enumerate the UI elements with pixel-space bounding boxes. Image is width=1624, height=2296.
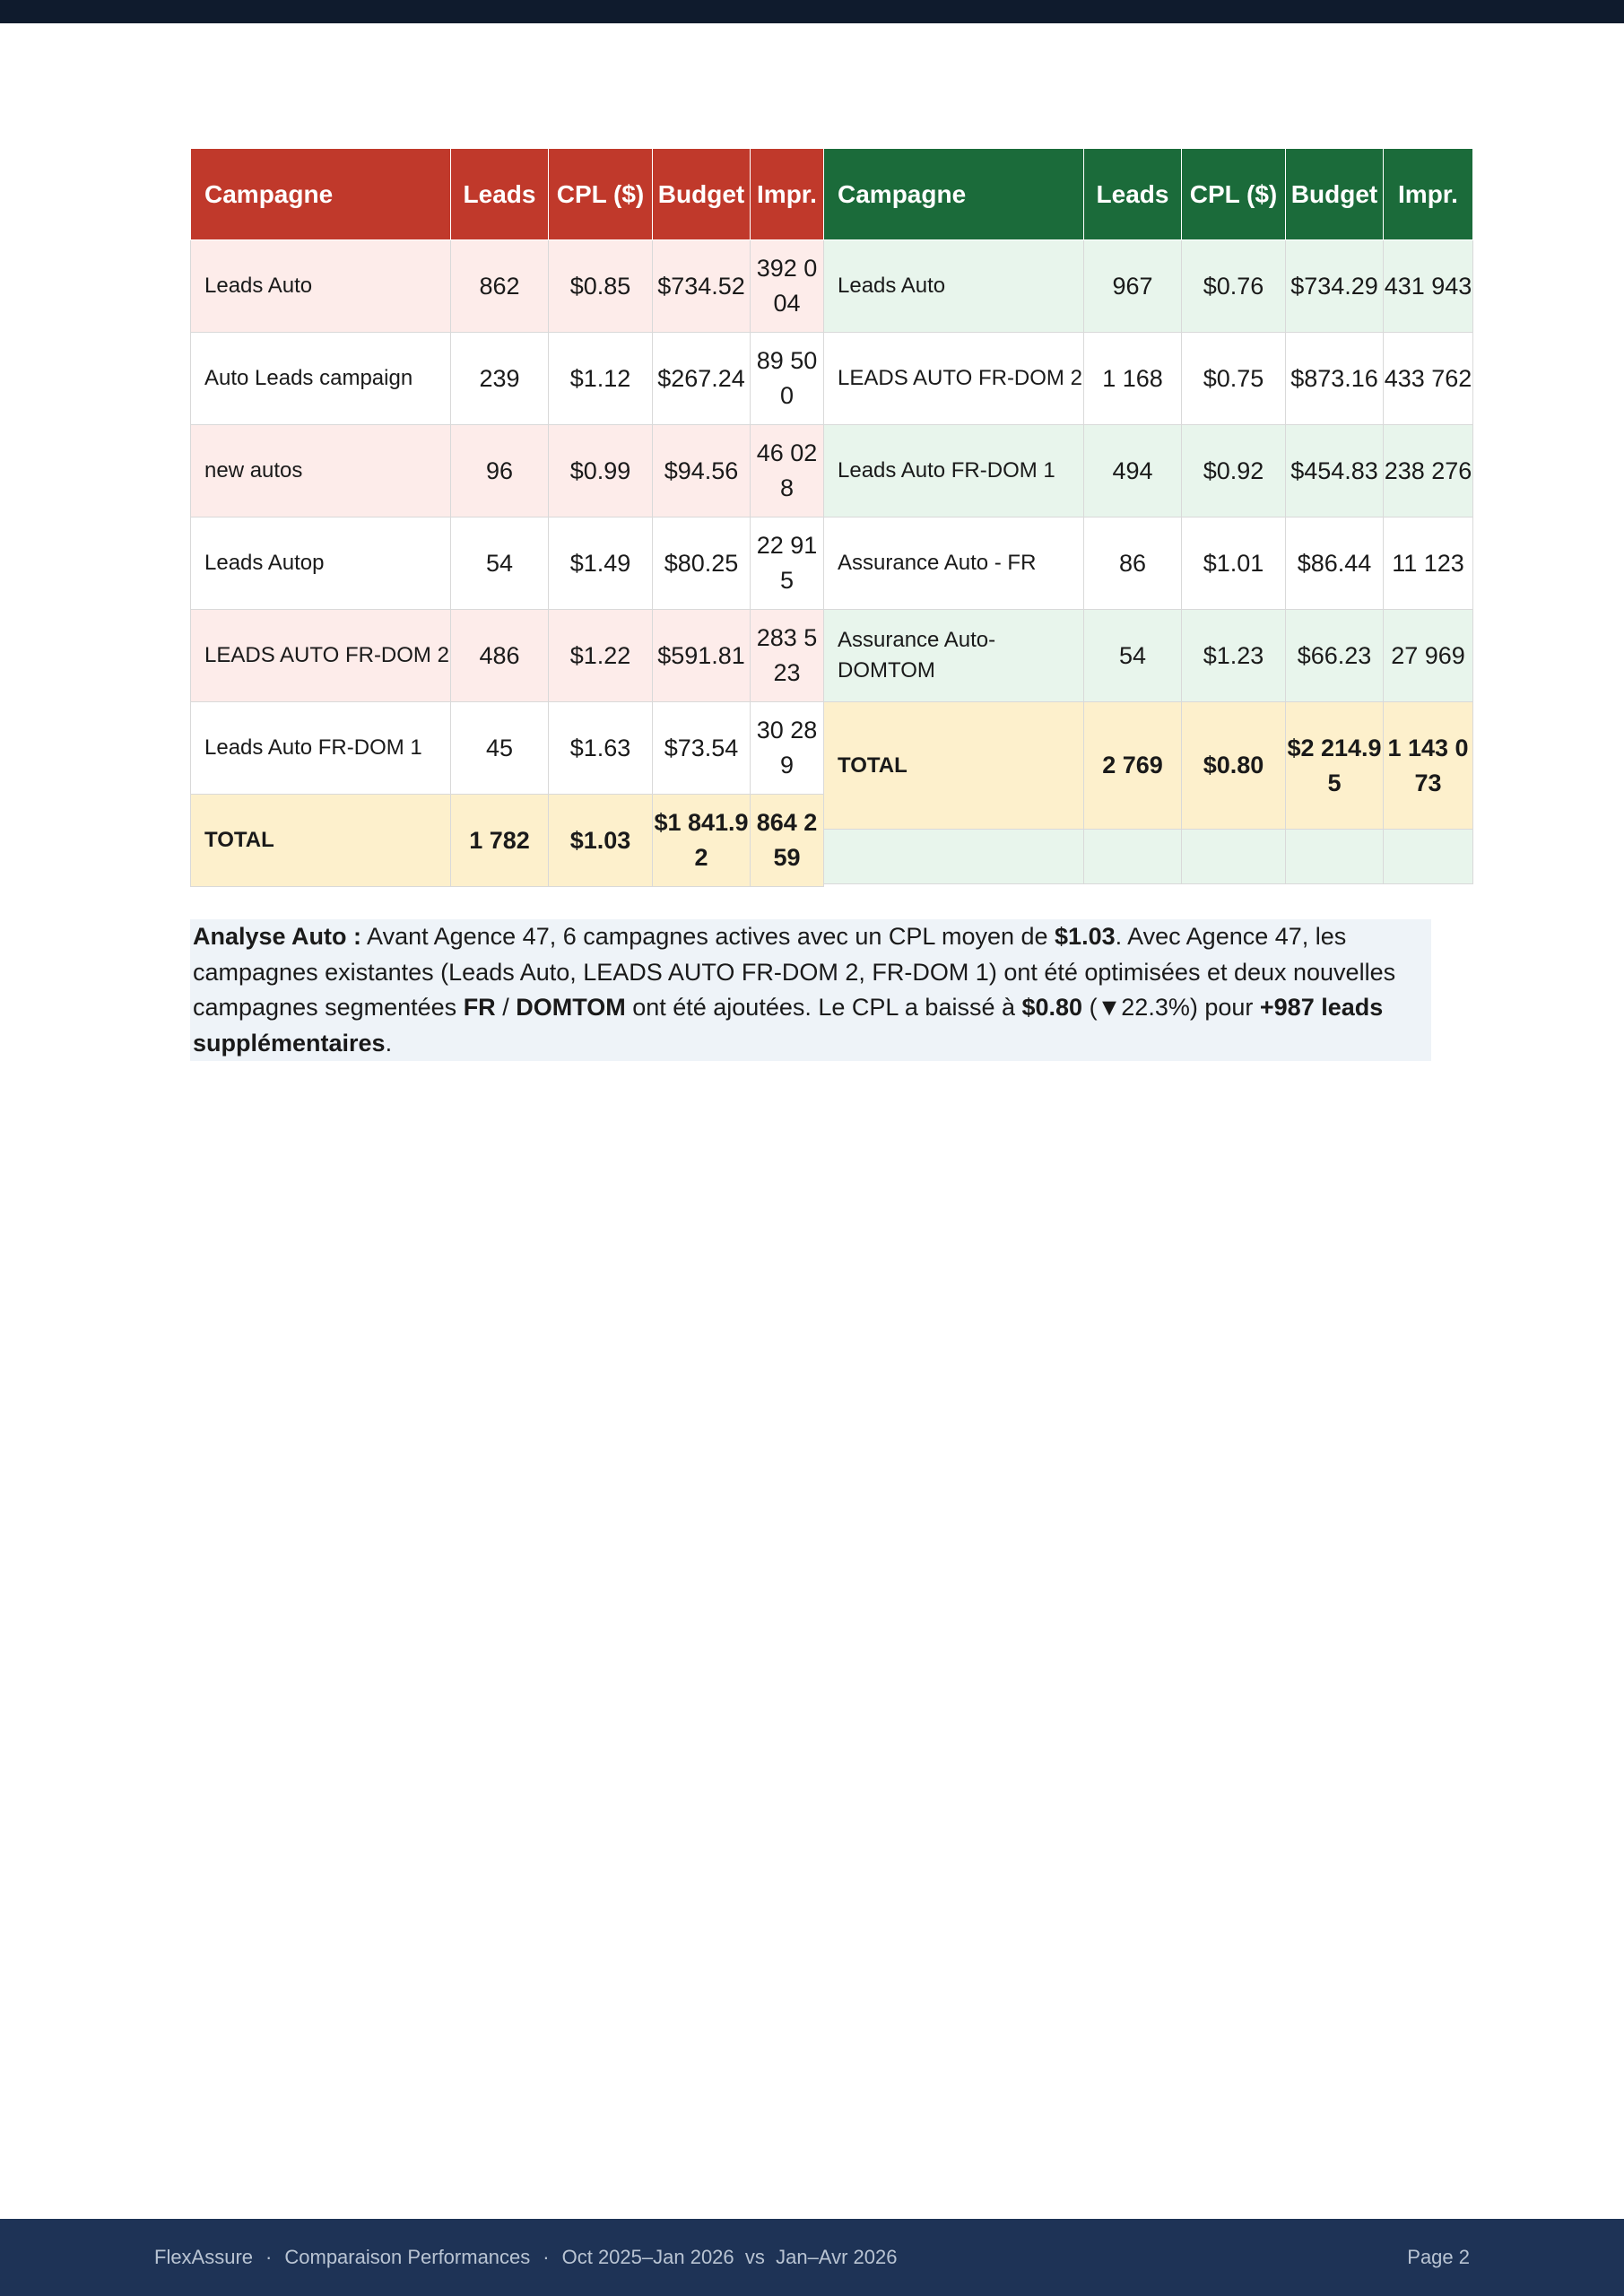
budget-value: $591.81 — [653, 610, 751, 702]
budget-value: $734.52 — [653, 240, 751, 333]
analysis-highlight: $0.80 — [1021, 994, 1083, 1021]
analysis-highlight: $1.03 — [1055, 923, 1116, 950]
empty-cell — [1182, 830, 1286, 884]
budget-value: $454.83 — [1286, 425, 1384, 517]
impressions-value: 27 969 — [1384, 610, 1473, 702]
table-row — [191, 240, 824, 333]
after-campaign-table — [823, 148, 1473, 884]
empty-row — [824, 830, 1473, 884]
analysis-text: (▼22.3%) pour — [1082, 994, 1260, 1021]
footer-report: Comparaison Performances — [284, 2246, 531, 2268]
cpl-value: $0.76 — [1182, 240, 1286, 333]
analysis-highlight: +987 leads supplémentaires — [193, 994, 1384, 1057]
leads-value: 967 — [1084, 240, 1182, 333]
header-cpl: CPL ($) — [549, 149, 653, 240]
campaign-name: Leads Autop — [191, 517, 451, 610]
cpl-value: $1.01 — [1182, 517, 1286, 610]
total-row — [191, 795, 824, 887]
cpl-value: $1.23 — [1182, 610, 1286, 702]
empty-cell — [1084, 830, 1182, 884]
cpl-value: $0.85 — [549, 240, 653, 333]
total-impressions: 1 143 073 — [1384, 702, 1473, 830]
table-row — [824, 425, 1473, 517]
header-impressions: Impr. — [751, 149, 824, 240]
analysis-highlight: FR — [463, 994, 496, 1021]
analysis-label: Analyse Auto : — [193, 923, 362, 950]
impressions-value: 46 028 — [751, 425, 824, 517]
table-header-row — [191, 149, 824, 240]
page-footer — [0, 2219, 1624, 2296]
budget-value: $267.24 — [653, 333, 751, 425]
table-row — [191, 333, 824, 425]
analysis-paragraph — [190, 919, 1431, 1061]
cpl-value: $0.99 — [549, 425, 653, 517]
impressions-value: 238 276 — [1384, 425, 1473, 517]
table-row — [191, 517, 824, 610]
header-leads: Leads — [451, 149, 549, 240]
header-leads: Leads — [1084, 149, 1182, 240]
analysis-text: . Avec Agence 47, les campagnes existantes (Leads Auto, LEADS AUTO FR-DOM 2, FR-DOM 1) ont été optimisées et deux nouvelles campagnes segmentées — [193, 923, 1396, 1021]
campaign-name: Assurance Auto - FR — [824, 517, 1084, 610]
campaign-name: new autos — [191, 425, 451, 517]
header-budget: Budget — [653, 149, 751, 240]
leads-value: 54 — [1084, 610, 1182, 702]
before-campaign-table — [190, 148, 824, 887]
campaign-name: LEADS AUTO FR-DOM 2 — [824, 333, 1084, 425]
footer-separator: · — [265, 2246, 273, 2268]
impressions-value: 433 762 — [1384, 333, 1473, 425]
analysis-text: . — [385, 1029, 393, 1057]
total-budget: $1 841.92 — [653, 795, 751, 887]
campaign-name: Auto Leads campaign — [191, 333, 451, 425]
campaign-name: Leads Auto — [191, 240, 451, 333]
table-row — [824, 517, 1473, 610]
budget-value: $66.23 — [1286, 610, 1384, 702]
campaign-name: LEADS AUTO FR-DOM 2 — [191, 610, 451, 702]
leads-value: 96 — [451, 425, 549, 517]
top-bar — [0, 0, 1624, 23]
table-row — [824, 240, 1473, 333]
analysis-text: / — [495, 994, 517, 1021]
budget-value: $73.54 — [653, 702, 751, 795]
table-row — [191, 702, 824, 795]
impressions-value: 30 289 — [751, 702, 824, 795]
leads-value: 45 — [451, 702, 549, 795]
empty-cell — [824, 830, 1084, 884]
total-cpl: $1.03 — [549, 795, 653, 887]
footer-period: Oct 2025–Jan 2026 vs Jan–Avr 2026 — [561, 2246, 898, 2268]
footer-separator: · — [543, 2246, 550, 2268]
table-row — [191, 610, 824, 702]
header-cpl: CPL ($) — [1182, 149, 1286, 240]
campaign-name: Leads Auto — [824, 240, 1084, 333]
cpl-value: $1.12 — [549, 333, 653, 425]
header-campagne: Campagne — [191, 149, 451, 240]
total-row — [824, 702, 1473, 830]
budget-value: $86.44 — [1286, 517, 1384, 610]
leads-value: 239 — [451, 333, 549, 425]
campaign-name: Leads Auto FR-DOM 1 — [191, 702, 451, 795]
total-impressions: 864 259 — [751, 795, 824, 887]
budget-value: $873.16 — [1286, 333, 1384, 425]
table-row — [824, 610, 1473, 702]
total-budget: $2 214.95 — [1286, 702, 1384, 830]
cpl-value: $1.49 — [549, 517, 653, 610]
leads-value: 54 — [451, 517, 549, 610]
leads-value: 862 — [451, 240, 549, 333]
empty-cell — [1286, 830, 1384, 884]
header-impressions: Impr. — [1384, 149, 1473, 240]
analysis-highlight: DOMTOM — [516, 994, 626, 1021]
header-campagne: Campagne — [824, 149, 1084, 240]
budget-value: $734.29 — [1286, 240, 1384, 333]
impressions-value: 431 943 — [1384, 240, 1473, 333]
page-number: Page 2 — [1407, 2246, 1470, 2268]
analysis-text: ont été ajoutées. Le CPL a baissé à — [625, 994, 1022, 1021]
leads-value: 486 — [451, 610, 549, 702]
table-row — [191, 425, 824, 517]
total-cpl: $0.80 — [1182, 702, 1286, 830]
impressions-value: 283 523 — [751, 610, 824, 702]
campaign-name: Leads Auto FR-DOM 1 — [824, 425, 1084, 517]
table-header-row — [824, 149, 1473, 240]
impressions-value: 392 004 — [751, 240, 824, 333]
total-label: TOTAL — [191, 795, 451, 887]
campaign-name: Assurance Auto-DOMTOM — [824, 610, 1084, 702]
total-leads: 1 782 — [451, 795, 549, 887]
table-row — [824, 333, 1473, 425]
cpl-value: $1.22 — [549, 610, 653, 702]
impressions-value: 22 915 — [751, 517, 824, 610]
leads-value: 1 168 — [1084, 333, 1182, 425]
budget-value: $80.25 — [653, 517, 751, 610]
impressions-value: 11 123 — [1384, 517, 1473, 610]
footer-company: FlexAssure — [154, 2246, 254, 2268]
leads-value: 86 — [1084, 517, 1182, 610]
total-leads: 2 769 — [1084, 702, 1182, 830]
cpl-value: $1.63 — [549, 702, 653, 795]
analysis-text: Avant Agence 47, 6 campagnes actives avec un CPL moyen de — [361, 923, 1055, 950]
cpl-value: $0.92 — [1182, 425, 1286, 517]
budget-value: $94.56 — [653, 425, 751, 517]
impressions-value: 89 500 — [751, 333, 824, 425]
footer-text — [154, 2219, 897, 2296]
empty-cell — [1384, 830, 1473, 884]
leads-value: 494 — [1084, 425, 1182, 517]
header-budget: Budget — [1286, 149, 1384, 240]
total-label: TOTAL — [824, 702, 1084, 830]
cpl-value: $0.75 — [1182, 333, 1286, 425]
